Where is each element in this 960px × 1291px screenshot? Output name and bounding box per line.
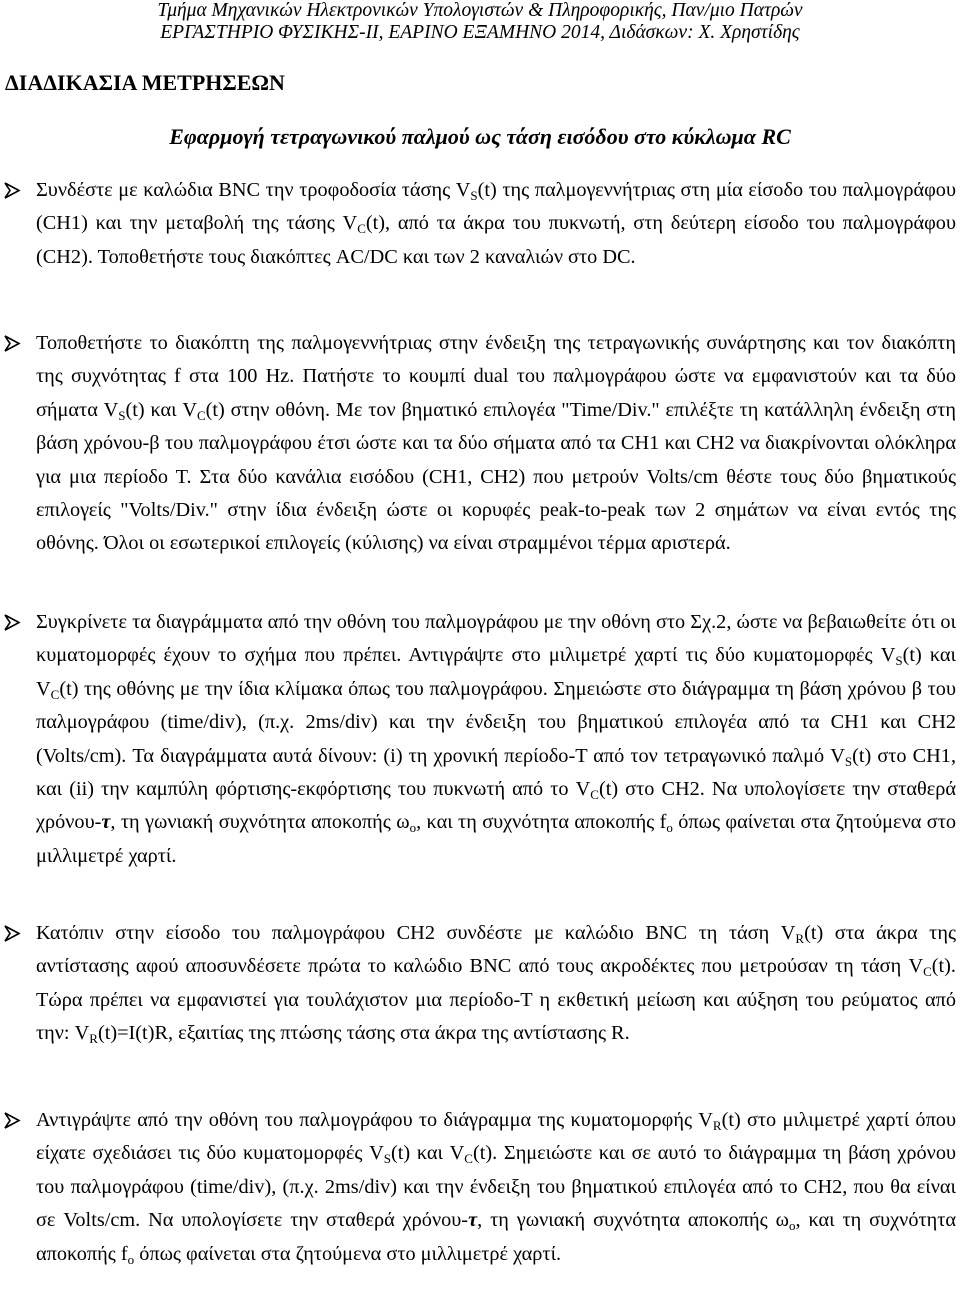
- item-text: Κατόπιν στην είσοδο του παλμογράφου CH2 συνδέστε με καλώδιο BNC τη τάση $V_R(t)$ στα άκρα της αντίστασης αφού αποσυνδέσετε πρώτα το καλώδιο BNC από τους ακροδέκτες που μετρούσαν τη τάση $V_C(t)$. Τώρα πρέπει να εμφανιστεί για τουλάχιστον μια περίοδο-Τ η εκθετική μείωση και αύξηση του ρεύματος από την: $V_R(t)=I(t)R$, εξαιτίας της πτώσης τάσης στα άκρα της αντίστασης R.: [36, 922, 956, 1047]
- list-item: [36, 327, 956, 561]
- arrow-bullet-icon: [2, 606, 24, 639]
- item-text: Τοποθετήστε το διακόπτη της παλμογεννήτριας στην ένδειξη της τετραγωνικής συνάρτησης και τον διακόπτη της συχνότητας f στα 100 Hz. Πατήστε το κουμπί dual του παλμογράφου ώστε να εμφανιστούν και τα δύο σήματα $V_S(t)$ και $V_C(t)$ στην οθόνη. Με τον βηματικό επιλογέα "Time/Div." επιλέξτε τη κατάλληλη ένδειξη στη βάση χρόνου-β του παλμογράφου έτσι ώστε και τα δύο σήματα από τα CH1 και CH2 να διακρίνονται ολόκληρα για μια περίοδο Τ. Στα δύο κανάλια εισόδου (CH1, CH2) που μετρούν Volts/cm θέστε τους δύο βηματικούς επιλογείς "Volts/Div." στην ίδια ένδειξη ώστε οι κορυφές peak-to-peak των 2 σημάτων να είναι εντός της οθόνης. Όλοι οι εσωτερικοί επιλογείς (κύλισης) να είναι στραμμένοι τέρμα αριστερά.: [36, 332, 956, 555]
- item-text: Συνδέστε με καλώδια BNC την τροφοδοσία τάσης $V_S(t)$ της παλμογεννήτριας στη μία είσοδο του παλμογράφου (CH1) και την μεταβολή της τάσης $V_C(t)$, από τα άκρα του πυκνωτή, στη δεύτερη είσοδο του παλμογράφου (CH2). Τοποθετήστε τους διακόπτες AC/DC και των 2 καναλιών στο DC.: [36, 179, 956, 268]
- section-subtitle: Εφαρμογή τετραγωνικού παλμού ως τάση εισόδου στο κύκλωμα RC: [169, 124, 791, 149]
- item-text: Αντιγράψτε από την οθόνη του παλμογράφου το διάγραμμα της κυματομορφής $V_R(t)$ στο μιλιμετρέ χαρτί όπου είχατε σχεδιάσει τις δύο κυματομορφές $V_S(t)$ και $V_C(t)$. Σημειώστε και σε αυτό το διάγραμμα τη βάση χρόνου του παλμογράφου (time/div), (π.χ. 2ms/div) και την ένδειξη του βηματικού επιλογέα από το CH2, που θα είναι σε Volts/cm. Να υπολογίσετε την σταθερά χρόνου-τ, τη γωνιακή συχνότητα αποκοπής $\omega_o$, και τη συχνότητα αποκοπής $f_o$ όπως φαίνεται στα ζητούμενα στο μιλλιμετρέ χαρτί.: [36, 1109, 957, 1267]
- arrow-bullet-icon: [2, 327, 24, 360]
- header-line-2: ΕΡΓΑΣΤΗΡΙΟ ΦΥΣΙΚΗΣ-ΙΙ, ΕΑΡΙΝΟ ΕΞΑΜΗΝΟ 2014, Διδάσκων: Χ. Χρηστίδης: [160, 22, 800, 43]
- list-item: [36, 1104, 956, 1271]
- list-item: [36, 917, 956, 1051]
- arrow-bullet-icon: [2, 917, 24, 950]
- list-item: [36, 606, 956, 873]
- page-title: ΔΙΑΔΙΚΑΣΙΑ ΜΕΤΡΗΣΕΩΝ: [5, 70, 285, 95]
- header-line-1: Τμήμα Μηχανικών Ηλεκτρονικών Υπολογιστών & Πληροφορικής, Παν/μιο Πατρών: [157, 0, 803, 21]
- item-text: Συγκρίνετε τα διαγράμματα από την οθόνη του παλμογράφου με την οθόνη στο Σχ.2, ώστε να βεβαιωθείτε ότι οι κυματομορφές έχουν το σχήμα που πρέπει. Αντιγράψτε στο μιλιμετρέ χαρτί τις δύο κυματομορφές $V_S(t)$ και $V_C(t)$ της οθόνης με την ίδια κλίμακα όπως του παλμογράφου. Σημειώστε στο διάγραμμα τη βάση χρόνου β του παλμογράφου (time/div), (π.χ. 2ms/div) και την ένδειξη του βηματικού επιλογέα από τα CH1 και CH2 (Volts/cm). Τα διαγράμματα αυτά δίνουν: (i) τη χρονική περίοδο-Τ από τον τετραγωνικό παλμό $V_S(t)$ στο CH1, και (ii) την καμπύλη φόρτισης-εκφόρτισης του πυκνωτή από το $V_C(t)$ στο CH2. Να υπολογίσετε την σταθερά χρόνου-τ, τη γωνιακή συχνότητα αποκοπής $\omega_o$, και τη συχνότητα αποκοπής $f_o$ όπως φαίνεται στα ζητούμενα στο μιλλιμετρέ χαρτί.: [36, 611, 957, 867]
- arrow-bullet-icon: [2, 1104, 24, 1137]
- arrow-bullet-icon: [2, 174, 24, 207]
- list-item: [36, 174, 956, 274]
